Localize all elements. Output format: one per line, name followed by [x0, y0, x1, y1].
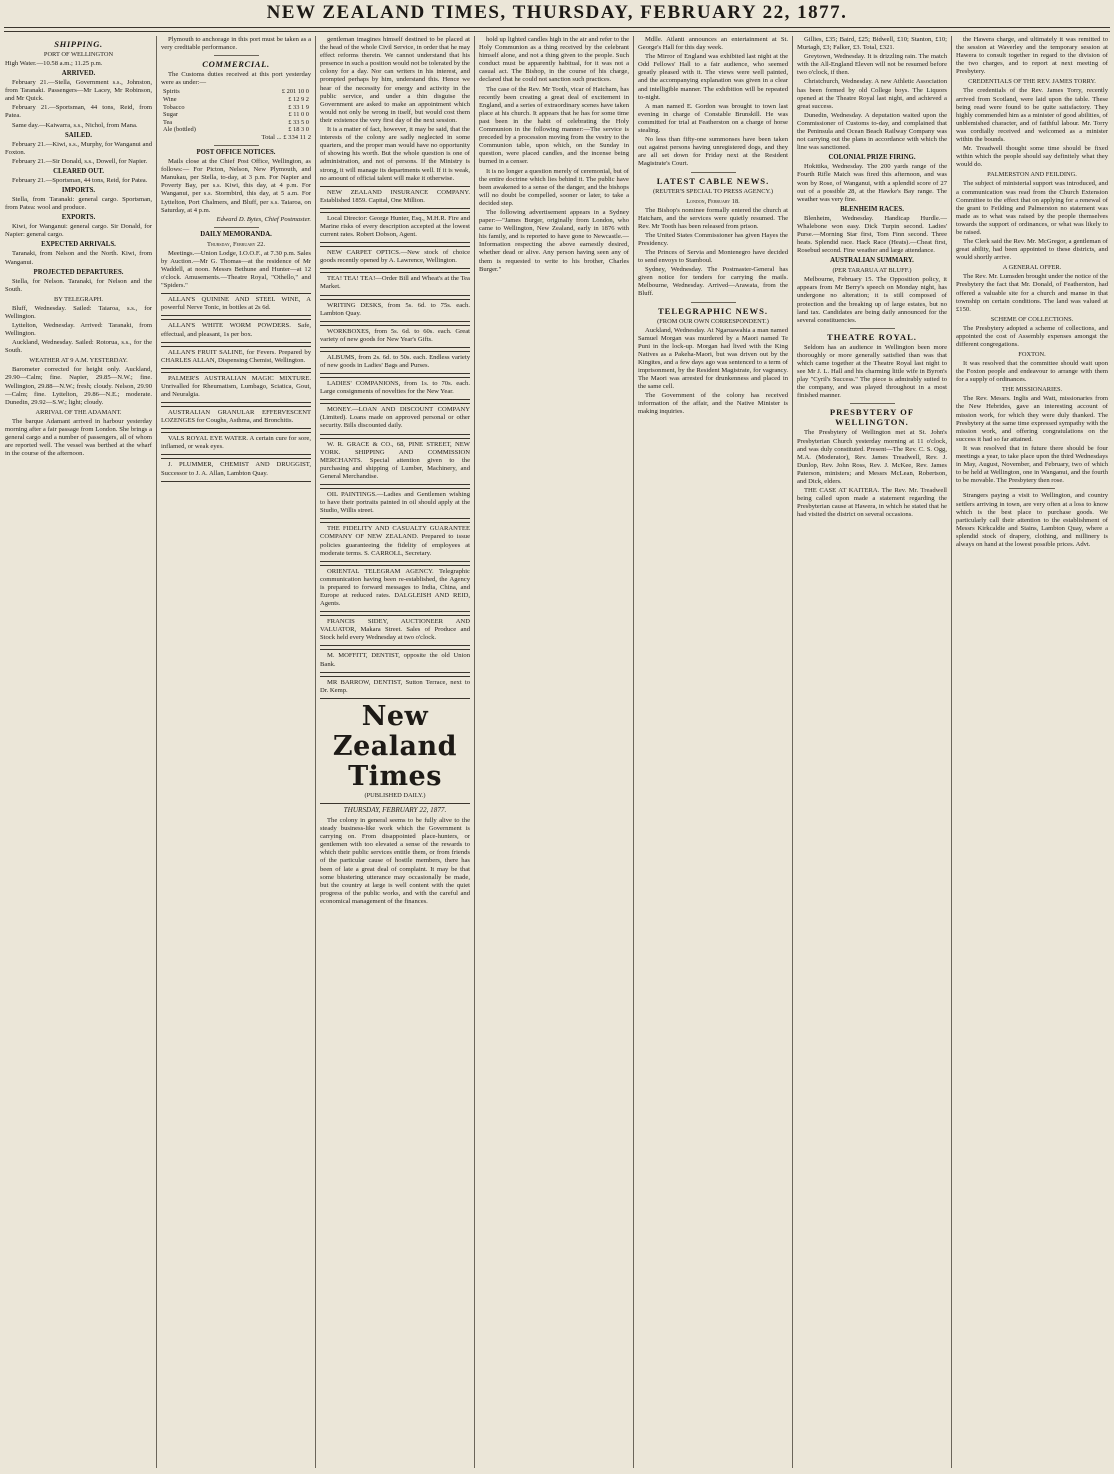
column-editorial: [320, 36, 470, 1466]
advertisement: [161, 346, 311, 369]
advertisement: [161, 319, 311, 342]
duty-item: Ale (bottled): [163, 126, 196, 134]
advertisement: [320, 246, 470, 269]
title-rule: [320, 803, 470, 804]
column-divider: [156, 36, 157, 1468]
advertisement-text: FRANCIS SIDEY, AUCTIONEER AND VALUATOR, Makara Street. Sales of Produce and Stock held every Wednesday at two o'clock.: [320, 618, 470, 642]
duty-item: Sugar: [163, 111, 178, 119]
article-paragraph: Gillies, £35; Baird, £25; Bidwell, £10; Stanton, £10; Murtagh, £3; Falker, £3. Total, £321.: [797, 36, 947, 52]
advertisement: [320, 649, 470, 672]
latest-cable-dateline: London, February 18.: [686, 197, 740, 205]
advertisement: [320, 676, 470, 699]
column-divider: [633, 36, 634, 1468]
advertisement-text: MR BARROW, DENTIST, Sutton Terrace, next to Dr. Kemp.: [320, 678, 470, 694]
telegraphic-heading: TELEGRAPHIC NEWS.: [657, 305, 769, 316]
column-divider: [315, 36, 316, 1468]
sailed-entry: February 21.—Kiwi, s.s., Murphy, for Wanganui and Foxton.: [5, 140, 152, 156]
advertisement-text: NEW CARPET OPTICS.—New stock of choice goods recently opened by A. Lawrence, Wellington.: [320, 249, 470, 265]
short-rule: [1009, 488, 1055, 489]
credentials-heading: CREDENTIALS OF THE REV. JAMES TORRY.: [968, 78, 1096, 86]
weather-text: Barometer corrected for height only. Auckland, 29.90—Calm; fine. Napier, 29.85—N.W.; fine. Wellington, 29.88—N.W.; fresh; cloudy. Nelson, 29.90—Calm; fine. Lyttelton, 29.86—N.E.; moderate. Dunedin, 29.92—S.W.; light; cloudy.: [5, 366, 152, 406]
duty-amount: £ 18 3 0: [288, 126, 309, 134]
advertisement-text: ALLAN'S QUININE AND STEEL WINE, A powerful Nerve Tonic, in bottles at 2s 6d.: [161, 296, 311, 312]
short-rule: [691, 172, 736, 173]
masthead-rule-lower: [4, 31, 1110, 32]
memoranda-text: Meetings.—Union Lodge, I.O.O.F., at 7.30 p.m. Sales by Auction.—Mr G. Thomas—at the residence of Mr Waddell, at noon. Messrs Bethune and Hunter—at 12 o'clock. Amusements.—Theatre Royal, "Othello," and "Spiders.": [161, 249, 311, 290]
customs-total: Total ... £ 334 11 2: [261, 133, 311, 141]
short-rule: [214, 55, 259, 56]
general-offer-heading: A GENERAL OFFER.: [1002, 264, 1062, 272]
editorial-text: The colony in general seems to be fully alive to the steady business-like work which the Government is carrying on. From disappointed place-hunters, or gentlemen with too elevated a sense of the rewards to which their public services entitle them, or from friends of the particular cause of hostile members, there has been of late a great deal of complaint. It may be that some blustering utterance may occasionally be made, but the country at large is well content with the quiet progress of the public works, and with the careful and economical management of the finances.: [320, 817, 470, 905]
memoranda-heading: DAILY MEMORANDA.: [200, 230, 272, 238]
cleared-entry: February 21.—Sportsman, 44 tons, Reid, for Patea.: [12, 176, 148, 184]
credentials-text: The credentials of the Rev. James Torry, recently arrived from Scotland, were laid upon the table. These being read were found to be quite satisfactory. They highly commended him as a minister of good abilities, of unblemished character, and of faithful labour. Mr. Torry was cordially received and welcomed as a minister within the bounds.: [956, 87, 1108, 144]
cleared-heading: CLEARED OUT.: [53, 167, 104, 175]
arrival-entry: Same day.—Kaiwarra, s.s., Nichol, from Mana.: [12, 121, 138, 129]
advertisement-notice: Strangers paying a visit to Wellington, and country settlers arriving in town, are very often at a loss to know which is the best place to purchase goods. We particularly call their attention to the establishment of Messrs Kirkcaldie and Stains, Lambton Quay, where a splendid stock of drapery, clothing, and millinery is always on hand at the lowest possible prices. Advt.: [956, 492, 1108, 548]
column-presbytery: [956, 36, 1108, 1466]
advertisement: [161, 432, 311, 455]
kaitera-text: THE CASE AT KAITERA. The Rev. Mr. Treadwell being called upon made a statement regarding the Presbyterian cause at Hawera, in which he stated that he had visited the district on several occasions.: [797, 487, 947, 519]
cable-item: Sydney, Wednesday. The Postmaster-General has given notice for tenders for carrying the mails. Melbourne, Wednesday. Arrived—Arawata, from the Bluff.: [638, 266, 788, 298]
column-commercial: [161, 36, 311, 1466]
imports-text: Stella, from Taranaki: general cargo. Sportsman, from Patea: wool and produce.: [5, 196, 152, 212]
adamant-heading: ARRIVAL OF THE ADAMANT.: [35, 408, 122, 416]
missionaries-heading: THE MISSIONARIES.: [1001, 386, 1063, 394]
telegraphic-source: (FROM OUR OWN CORRESPONDENT.): [657, 317, 769, 325]
duty-item: Tobacco: [163, 103, 185, 111]
cable-item: The Bishop's nominee formally entered the church at Hatcham, and the services were quietly resumed. The Rev. Mr Tooth has been released from prison.: [638, 206, 788, 230]
advertisement-text: OIL PAINTINGS.—Ladies and Gentlemen wishing to have their portraits painted in oil should apply at the Studio, Willis street.: [320, 491, 470, 515]
advertisement: [320, 212, 470, 243]
article-paragraph: It is a matter of fact, however, it may be said, that the interests of the colony are sadly neglected in some quarters, and the proper man would have no opportunity of showing his worth. But the whole question is one of administration, and not of persons. If the Ministry is strong, it will manage its departments well. If it is weak, no amount of official talent will make it otherwise.: [320, 126, 470, 182]
australian-summary-text: Melbourne, February 15. The Opposition policy, it appears from Mr Berry's speech on Monday night, has undergone no alteration; it is still composed of protection and the breaking up of large estates, but no land tax. Candidates are being daily announced for the several constituencies.: [797, 276, 947, 324]
weather-heading: WEATHER AT 9 A.M. YESTERDAY.: [29, 357, 128, 365]
article-paragraph: Greytown, Wednesday. It is drizzling rain. The match with the All-England Eleven will not be resumed before two o'clock, if then.: [797, 53, 947, 77]
blenheim-races-text: Blenheim, Wednesday. Handicap Hurdle.—Whalebone won easy. Dick Turpin second. Ladies' Purse.—Morning Star first, Tom Finn second. Three heats. Splendid race. Hack Race (Heats).—Cheat first, Rosebud second. Fine weather and large attendance.: [797, 214, 947, 255]
duty-amount: £ 11 0 0: [288, 111, 309, 119]
collections-text: The Presbytery adopted a scheme of collections, and appointed the cost of Assembly expenses amongst the different congregations.: [956, 324, 1108, 348]
customs-table: [161, 88, 311, 134]
duty-amount: £ 201 10 0: [281, 88, 309, 96]
advertisement-text: M. MOFFITT, DENTIST, opposite the old Union Bank.: [320, 652, 470, 668]
advertisement-text: TEA! TEA! TEA!—Order Bill and Wheat's at the Tea Market.: [320, 275, 470, 291]
table-row: [161, 111, 311, 119]
advertisement-text: LADIES' COMPANIONS, from 1s. to 70s. each. Large consignments of novelties for the New Year.: [320, 380, 470, 396]
advertisement-text: THE FIDELITY AND CASUALTY GUARANTEE COMPANY OF NEW ZEALAND. Prepared to issue policies guaranteeing the fidelity of employees at moderate terms. S. CARROLL, Secretary.: [320, 525, 470, 557]
advertisement: [320, 299, 470, 322]
advertisement-text: J. PLUMMER, CHEMIST AND DRUGGIST, Successor to J. A. Allan, Lambton Quay.: [161, 461, 311, 477]
foxton-text: It was resolved that the committee should wait upon the Foxton people and endeavour to arrange with them for a supply of ordinances.: [956, 360, 1108, 384]
theatre-heading: THEATRE ROYAL.: [827, 331, 917, 342]
advertisement: [320, 522, 470, 561]
article-paragraph: The Mirror of England was exhibited last night at the Odd Fellows' Hall to a fair audience, who seemed greatly pleased with it. The views were well painted, and the accompanying explanation was given in a clear and intelligible manner. The exhibition will be repeated to-night.: [638, 53, 788, 101]
shipping-continued: Plymouth to anchorage in this port must be taken as a very creditable performance.: [161, 36, 311, 52]
general-offer-text: The Rev. Mr. Lumsden brought under the notice of the Presbytery the fact that Mr. Donald, of Featherston, had offered a valuable site for a church and manse in that township on certain conditions. The land was valued at £150.: [956, 273, 1108, 313]
advertisement-text: W. R. GRACE & CO., 68, PINE STREET, NEW YORK. SHIPPING AND COMMISSION MERCHANTS. Special attention given to the purchasing and shipping of Lumber, Machinery, and General Merchandise.: [320, 440, 470, 480]
telegraphic-item: Auckland, Wednesday. At Ngaruawahia a man named Samuel Morgan was murdered by a Maori named Te Puni in the lock-up. Morgan had lived with the King Natives as a Pakeha-Maori, but was driven out by the Kingites, and a few days ago was sentenced to a term of imprisonment, by the Resident Magistrate, for vagrancy. The Maori was arrested for drunkenness and placed in the same cell.: [638, 326, 788, 391]
table-row: [161, 88, 311, 96]
short-rule: [850, 403, 895, 404]
table-row: [161, 104, 311, 112]
advertisement: [320, 272, 470, 295]
advertisement: [161, 372, 311, 403]
duty-amount: £ 12 9 2: [288, 95, 309, 103]
tide-times: High Water.—10.58 a.m.; 11.25 p.m.: [5, 60, 103, 67]
sailed-heading: SAILED.: [64, 131, 92, 139]
australian-summary-heading: AUSTRALIAN SUMMARY.: [830, 257, 914, 265]
cable-item: The Princes of Servia and Montenegro have decided to send envoys to Stamboul.: [638, 248, 788, 265]
advertisement-text: Local Director: George Hunter, Esq., M.H.R. Fire and Marine risks of every description accepted at the lowest current rates. Robert Dobson, Agent.: [320, 214, 470, 239]
advertisement-text: ALLAN'S FRUIT SALINE, for Fevers. Prepared by CHARLES ALLAN, Dispensing Chemist, Wellington.: [161, 348, 311, 364]
column-telegrams: [797, 36, 947, 1466]
advertisement: [161, 406, 311, 429]
prize-firing-text: Hokitika, Wednesday. The 200 yards range of the Fourth Rifle Match was fired this afternoon, and was won by Rose, of Wanganui, with a splendid score of 27 out of a possible 28, at the Hawke's Bay range. The weather was very fine.: [797, 163, 947, 203]
arrived-heading: ARRIVED.: [61, 70, 96, 78]
advertisement-text: PALMER'S AUSTRALIAN MAGIC MIXTURE. Unrivalled for Rheumatism, Lumbago, Sciatica, Gout, and Neuralgia.: [161, 374, 311, 398]
column-cable-news: [638, 36, 788, 1466]
exports-text: Kiwi, for Wanganui: general cargo. Sir Donald, for Napier: general cargo.: [5, 223, 152, 239]
article-paragraph: gentleman imagines himself destined to be placed at the head of the whole Civil Service, in order that he may effect reforms therein. We cannot understand that his presence in such a position would not be tolerated by the colony for a day. Nor can writers in his interest, and prompted perhaps by him, understand this. Hence we hear of the necessity for energy and activity in the public service, and under a thin disguise the Government are asked to make an appointment which would not only be wrong in itself, but would cost them their existence the very first day of the next session.: [320, 36, 470, 124]
article-paragraph: It was resolved that in future there should be four meetings a year, to take place upon the third Wednesdays in May, August, November, and February, two of which to be held at Wellington, one in Wanganui, and the fourth to be movable. The Presbytery then rose.: [956, 444, 1108, 485]
advertisement-text: VALS ROYAL EYE WATER. A certain cure for sore, inflamed, or weak eyes.: [161, 435, 311, 451]
sailed-entry: February 21.—Sir Donald, s.s., Dowell, for Napier.: [12, 157, 148, 165]
short-rule: [850, 328, 895, 329]
column-divider: [792, 36, 793, 1468]
advertisement-text: AUSTRALIAN GRANULAR EFFERVESCENT LOZENGES for Coughs, Asthma, and Bronchitis.: [161, 409, 311, 425]
presbytery-heading: PRESBYTERY OF WELLINGTON.: [829, 407, 915, 428]
article-paragraph: The following advertisement appears in a Sydney paper:—"James Burger, originally from London, who came to Wellington, New Zealand, early in 1876 with his family, and is reported to have gone to Newcastle.—Information respecting the above earnestly desired, whether dead or alive. Any person having seen any of them is requested to write to his brother, Charles Burger.": [479, 208, 629, 273]
projected-heading: PROJECTED DEPARTURES.: [33, 268, 124, 276]
table-row: [161, 96, 311, 104]
advertisement: [320, 438, 470, 485]
post-office-heading: POST OFFICE NOTICES.: [196, 149, 276, 157]
theatre-text: Seldom has an audience in Wellington been more thoroughly or more generally satisfied than was that which came together at the Theatre Royal last night to see Mr J. L. Hall and his charming little wife in Byron's play "Cyril's Success." The piece is admirably suited to the company, and was played throughout in a most finished manner.: [797, 343, 947, 400]
article-paragraph: Mdlle. Atlanti announces an entertainment at St. George's Hall for this day week.: [638, 36, 788, 52]
article-paragraph: Dunedin, Wednesday. A deputation waited upon the Commissioner of Customs to-day, and complained that the Peninsula and Ocean Beach Railway Company was not carrying out the plans in accordance with which the line was sanctioned.: [797, 111, 947, 152]
port-label: PORT OF WELLINGTON: [43, 51, 114, 58]
projected-text: Stella, for Nelson. Taranaki, for Nelson and the South.: [5, 277, 152, 293]
table-row: [161, 126, 311, 134]
shipping-heading: SHIPPING.: [54, 39, 103, 49]
column-shipping: [5, 36, 152, 1466]
australian-summary-source: (PER TARARUA AT BLUFF.): [832, 267, 912, 275]
advertisement: [320, 377, 470, 400]
advertisement-text: WORKBOXES, from 5s. 6d. to 60s. each. Great variety of new goods for New Year's Gifts.: [320, 327, 470, 343]
missionaries-text: The Rev. Messrs. Inglis and Watt, missionaries from the New Hebrides, gave an interesting account of mission work, for which they were duly thanked. The Presbytery at the same time expressed sympathy with the mission work, and offering congratulations on the success it had so far attained.: [956, 395, 1108, 443]
cable-item: The United States Commissioner has given Hayes the Presidency.: [638, 231, 788, 247]
telegraph-heading: BY TELEGRAPH.: [54, 295, 103, 303]
article-paragraph: The case of the Rev. Mr Tooth, vicar of Hatcham, has recently been creating a great deal of excitement in England, and a series of extraordinary scenes have taken place at his church. It appears that he has for some time past been in the habit of celebrating the Holy Communion in the following manner:—The service is preceded by a procession moving from the vestry to the Communion table, upon which, on the Sunday in question, were placed candles, and the incense being burned in a censer.: [479, 85, 629, 166]
advertisement-text: WRITING DESKS, from 5s. 6d. to 75s. each. Lambton Quay.: [320, 301, 470, 317]
advertisement: [320, 565, 470, 612]
foxton-heading: FOXTON.: [1018, 351, 1046, 359]
article-paragraph: hold up lighted candles high in the air and refer to the Holy Communion as a thing received by the celebrant himself alone, and not a thing given to the people. Such conduct must be apparently habitual, for it was not a casual act. The Bishop, in the course of his charge, declared that he could not sanction such practices.: [479, 36, 629, 84]
memoranda-date: Thursday, February 22.: [206, 240, 266, 248]
prize-firing-heading: COLONIAL PRIZE FIRING.: [828, 154, 916, 162]
editorial-dateline: THURSDAY, FEBRUARY 22, 1877.: [343, 805, 447, 814]
palmerston-text: The subject of ministerial support was introduced, and a communication was read from the Church Extension Committee to the effect that on applying for a renewal of the grant to Feilding and Palmerston no statement was made as to what was raised by the people themselves towards the support of ordinances, or what was likely to be raised.: [956, 180, 1108, 236]
article-paragraph: The Clerk said the Rev. Mr. McGregor, a gentleman of great ability, had been appointed to these districts, and would shortly arrive.: [956, 238, 1108, 262]
telegraph-entry: Auckland, Wednesday. Sailed: Rotorua, s.s., for the South.: [5, 339, 152, 355]
post-office-text: Mails close at the Chief Post Office, Wellington, as follows:— For Picton, Nelson, New Plymouth, and Manukau, per Stella, to-day, at 3 p.m. For Napier and Poverty Bay, per s.s. Kiwi, this day, at 4 p.m. For Wanganui, per s.s. Stormbird, this day, at 5 a.m. For Lyttelton, Port Chalmers, and Bluff, per s.s. Taiaroa, on Saturday, at 4 p.m.: [161, 158, 311, 214]
advertisement: [320, 488, 470, 519]
advertisement: [161, 293, 311, 316]
article-paragraph: the Hawera charge, and ultimately it was remitted to the session at Waverley and the temporary session at Hawera to consult together in regard to the division of the two charges, and to report at next meeting of Presbytery.: [956, 36, 1108, 76]
advertisement: [320, 403, 470, 434]
short-rule: [214, 145, 259, 146]
article-paragraph: It is no longer a question merely of ceremonial, but of the entire doctrine which lies behind it. The public have been awakened to a sense of the danger, and the bishops will no doubt be compelled, sooner or later, to take a decided step.: [479, 167, 629, 207]
page-masthead: NEW ZEALAND TIMES, THURSDAY, FEBRUARY 22, 1877.: [266, 2, 848, 23]
advertisement: [161, 458, 311, 481]
advertisement-text: ALLAN'S WHITE WORM POWDERS. Safe, effectual, and pleasant, 1s per box.: [161, 322, 311, 338]
arrival-entry: February 21.—Sportsman, 44 tons, Reid, from Patea.: [5, 104, 152, 120]
expected-text: Taranaki, from Nelson and the North. Kiwi, from Wanganui.: [5, 250, 152, 266]
latest-cable-source: (REUTER'S SPECIAL TO PRESS AGENCY.): [652, 187, 774, 195]
exports-heading: EXPORTS.: [61, 214, 96, 222]
blenheim-races-heading: BLENHEIM RACES.: [840, 205, 904, 213]
short-rule: [691, 302, 736, 303]
column-news-continued: [479, 36, 629, 1466]
advertisement-text: ALBUMS, from 2s. 6d. to 50s. each. Endless variety of new goods in Ladies' Bags and Purses.: [320, 353, 470, 369]
adamant-text: The barque Adamant arrived in harbour yesterday morning after a fair passage from London. She brings a general cargo and a number of passengers, all of whom are reported well. The vessel was berthed at the wharf in the course of the afternoon.: [5, 417, 152, 458]
arrival-entry: February 21.—Stella, Government s.s., Johnston, from Taranaki. Passengers—Mr Lacey, Mr Robinson, and Mr Quick.: [5, 79, 152, 103]
telegraph-entry: Lyttelton, Wednesday. Arrived: Taranaki, from Wellington.: [5, 321, 152, 338]
latest-cable-heading: LATEST CABLE NEWS.: [656, 175, 770, 186]
advertisement: [320, 615, 470, 646]
short-rule: [214, 227, 259, 228]
article-paragraph: Christchurch, Wednesday. A new Athletic Association has been formed by old College boys. The Liquors opened at the Theatre Royal last night, and achieved a great success.: [797, 78, 947, 110]
telegraph-entry: Bluff, Wednesday. Sailed: Taiaroa, s.s., for Wellington.: [5, 304, 152, 320]
palmerston-heading: PALMERSTON AND FEILDING.: [987, 171, 1077, 179]
article-paragraph: A man named E. Gordon was brought to town last evening in charge of Constable Brunskill. He was committed for trial at Featherston on a charge of horse stealing.: [638, 102, 788, 135]
advertisement: [320, 325, 470, 348]
advertisement: [320, 186, 470, 209]
advertisement-text: NEW ZEALAND INSURANCE COMPANY. Established 1859. Capital, One Million.: [320, 188, 470, 204]
collections-heading: SCHEME OF COLLECTIONS.: [990, 315, 1074, 323]
article-paragraph: No less than fifty-one summonses have been taken out against persons having unregistered dogs, and they are all set down for Friday next at the Resident Magistrate's Court.: [638, 136, 788, 168]
advertisement: [320, 351, 470, 374]
newspaper-subtitle: (PUBLISHED DAILY.): [364, 791, 426, 799]
advertisement-text: MONEY.—LOAN AND DISCOUNT COMPANY (Limited). Loans made on approved personal or other security. Bills discounted daily.: [320, 406, 470, 430]
presbytery-text: The Presbytery of Wellington met at St. John's Presbyterian Church yesterday morning at 11 o'clock, and was duly constituted. Present—The Rev. C. S. Ogg, M.A. (Moderator), Rev. James Treadwell, Rev. J. Dunlop, Rev. John Ross, Rev. J. McKee, Rev. James Paterson, ministers; and Messrs McLean, Robertson, and Dick, elders.: [797, 429, 947, 486]
newspaper-title: New Zealand Times: [332, 700, 458, 792]
column-divider: [951, 36, 952, 1468]
customs-intro: The Customs duties received at this port yesterday were as under:—: [161, 71, 311, 87]
postmaster-signature: Edward D. Bytes, Chief Postmaster.: [216, 215, 311, 223]
masthead-rule: [4, 27, 1110, 28]
table-row: [161, 119, 311, 127]
duty-item: Tea: [163, 118, 173, 126]
duty-item: Spirits: [163, 88, 180, 96]
telegraphic-item: The Government of the colony has received information of the affair, and the Native Minister is making inquiries.: [638, 392, 788, 416]
duty-amount: £ 33 5 0: [288, 118, 309, 126]
duty-item: Wine: [163, 95, 177, 103]
article-paragraph: Mr. Treadwell thought some time should be fixed within which the people should say definitely what they would do.: [956, 145, 1108, 169]
column-divider: [474, 36, 475, 1468]
imports-heading: IMPORTS.: [61, 187, 96, 195]
expected-heading: EXPECTED ARRIVALS.: [41, 241, 116, 249]
duty-amount: £ 33 1 9: [288, 103, 309, 111]
commercial-heading: COMMERCIAL.: [202, 59, 270, 70]
advertisement-text: ORIENTAL TELEGRAM AGENCY. Telegraphic communication having been re-established, the Agency is prepared to forward messages to India, China, and Europe at reduced rates. DALGLEISH AND REID, Agents.: [320, 567, 470, 608]
